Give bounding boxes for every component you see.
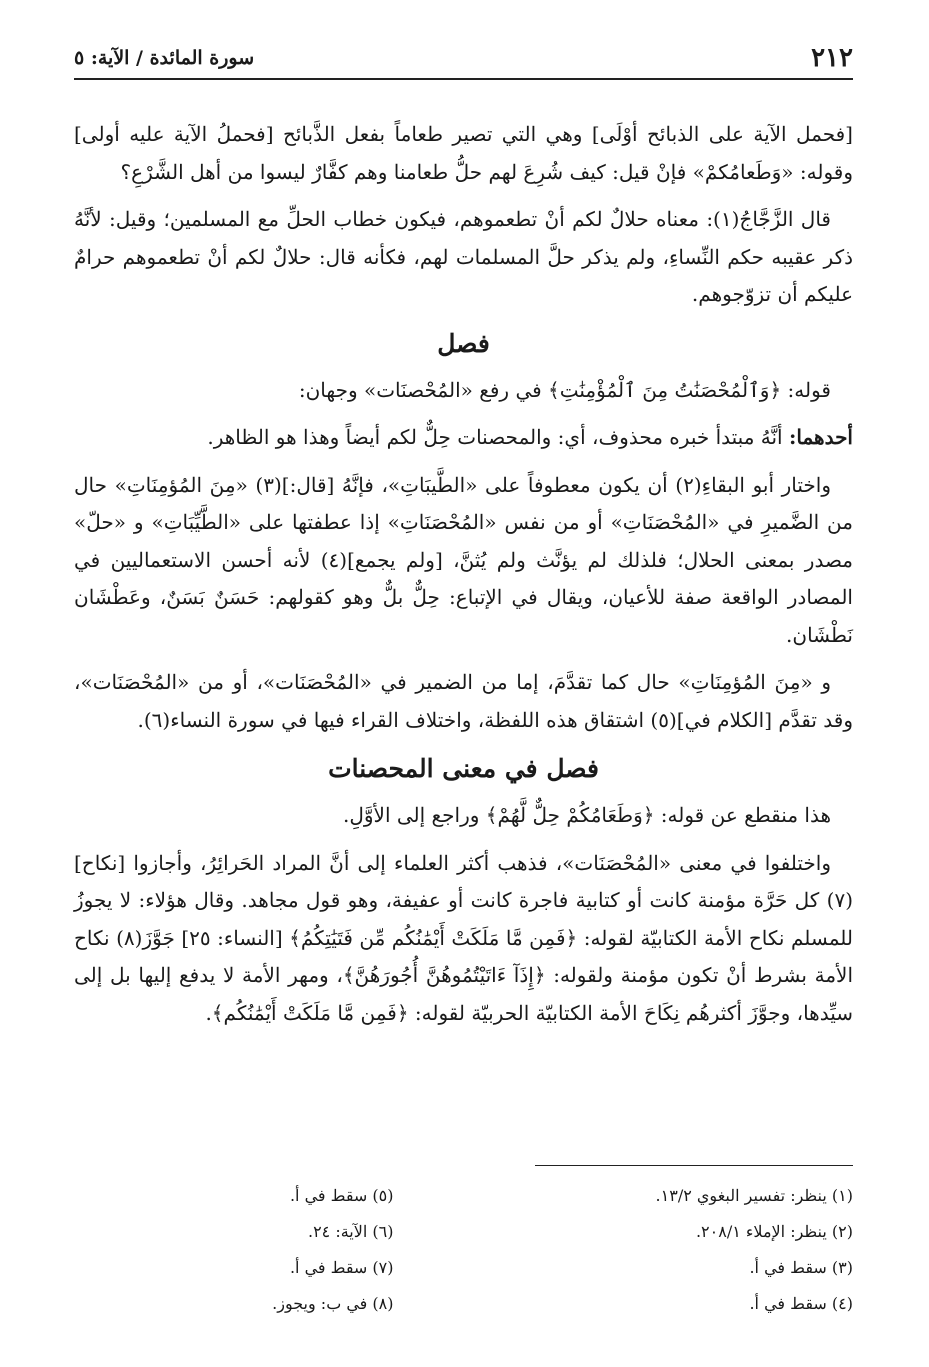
footnotes-column-right (464, 1178, 854, 1322)
section1-first-view (74, 419, 853, 457)
footnote-1: (١) ينظر: تفسير البغوي ١٣/٢. (655, 1186, 853, 1205)
footnote-4: (٤) سقط في أ. (749, 1294, 853, 1313)
footnote-5: (٥) سقط في أ. (289, 1186, 394, 1205)
section1-second-view: واختار أبو البقاءِ(٢) أن يكون معطوفاً على «الطَّيبَاتِ»، فإنَّهُ [قال:](٣) «مِنَ المُؤمِنَاتِ» حال من الضَّميرِ في «المُحْصَنَاتِ» أو من نفس «المُحْصَنَاتِ» إذا عطفتها على «الطَّيِّبَاتِ» و «حلّ» مصدر بمعنى الحلال؛ فلذلك لم يؤنَّث ولم يُثنَّ، [ولم يجمع](٤) لأنه أحسن الاستعماليين في المصادر الواقعة صفة للأعيان، ويقال في الإتباع: حِلٌّ بلٌّ وهو كقولهم: حَسَنٌ بَسَنٌ، وعَطْشَان نَطْشَان. (74, 472, 854, 647)
page-number: ٢١٢ (811, 43, 853, 73)
book-page (74, 0, 853, 1367)
section-heading-muhsanat: فصل في معنى المحصنات (328, 754, 599, 783)
first-view-text: أنَّهُ مبتدأ خبره محذوف، أي: والمحصنات حِلٌّ لكم أيضاً وهذا هو الظاهر. (207, 425, 783, 449)
paragraph-2: قال الزَّجَّاجُ(١): معناه حلالٌ لكم أنْ تطعموهم، فيكون خطاب الحلِّ مع المسلمين؛ وقيل: لأنَّهُ ذكر عقيبه حكم النِّساءِ، ولم يذكر حلَّ المسلمات لهم، فكأنه قال: حلالٌ لكم أنْ تطعموهم حرامٌ عليكم أن تزوّجوهم. (74, 207, 853, 306)
section1-third-paragraph: و «مِنَ المُؤمِنَاتِ» حال كما تقدَّمَ، إما من الضمير في «المُحْصَنَات»، أو من «المُحْصَنَات»، وقد تقدَّم [الكلام في](٥) اشتقاق هذه اللفظة، واختلاف القراء فيها في سورة النساء(٦). (74, 670, 853, 732)
section-heading-fasl: فصل (437, 328, 490, 358)
running-header (74, 38, 853, 80)
section2-intro: هذا منقطع عن قوله: ﴿وَطَعَامُكُمْ حِلٌّ لَّهُمْ﴾ وراجع إلى الأوَّلِ. (342, 803, 831, 827)
section2-main-paragraph: واختلفوا في معنى «المُحْصَنَات»، فذهب أكثر العلماء إلى أنَّ المراد الحَرائِرُ، وأجازوا [نكاح](٧) كل حَرَّة مؤمنة كانت أو كتابية فاجرة كانت أو عفيفة، وهو قول مجاهد. وقال هؤلاء: لا يجوزُ للمسلم نكاح الأمة الكتابيّة لقوله: ﴿فَمِن مَّا مَلَكَتْ أَيْمَٰنُكُم مِّن فَتَيَٰتِكُمُ﴾ [النساء: ٢٥] جَوَّزَ(٨) نكاح الأمة بشرط أنْ تكون مؤمنة ولقوله: ﴿إِذَآ ءَاتَيْتُمُوهُنَّ أُجُورَهُنَّ﴾، ومهر الأمة لا يدفع إليها بل إلى سيِّدها، وجوَّزَ أكثرهُم نِكَاحَ الأمة الكتابيّة الحربيّة لقوله: ﴿فَمِن مَّا مَلَكَتْ أَيْمَٰنُكُم﴾. (74, 850, 854, 1025)
footnote-6: (٦) الآية: ٢٤. (307, 1222, 394, 1241)
footnote-7: (٧) سقط في أ. (289, 1258, 394, 1277)
footnote-8: (٨) في ب: ويجوز. (272, 1294, 394, 1313)
footnote-divider (535, 1165, 853, 1166)
body-text (74, 116, 853, 1042)
footnote-3: (٣) سقط في أ. (749, 1258, 853, 1277)
section1-intro: قوله: ﴿وَٱلْمُحْصَنَٰتُ مِنَ ٱلْمُؤْمِنَٰتِ﴾ في رفع «المُحْصنَات» وجهان: (298, 377, 831, 402)
paragraph-1: [فحمل الآية على الذبائح أوْلَى] وهي التي تصير طعاماً بفعل الذَّبائح [فحملُ الآية عليه أولى] وقوله: «وَطَعامُكمْ» فإنْ قيل: كيف شُرِعَ لهم حلُّ طعامنا وهم كفَّارٌ ليسوا من أهل الشَّرْعِ؟ (74, 122, 853, 184)
header-title: سورة المائدة / الآية: ٥ (74, 47, 255, 69)
first-view-lead: أحدهما: (788, 425, 853, 449)
footnotes-column-left (74, 1178, 464, 1322)
footnote-2: (٢) ينظر: الإملاء ٢٠٨/١. (695, 1222, 853, 1241)
footnotes (74, 1178, 853, 1322)
